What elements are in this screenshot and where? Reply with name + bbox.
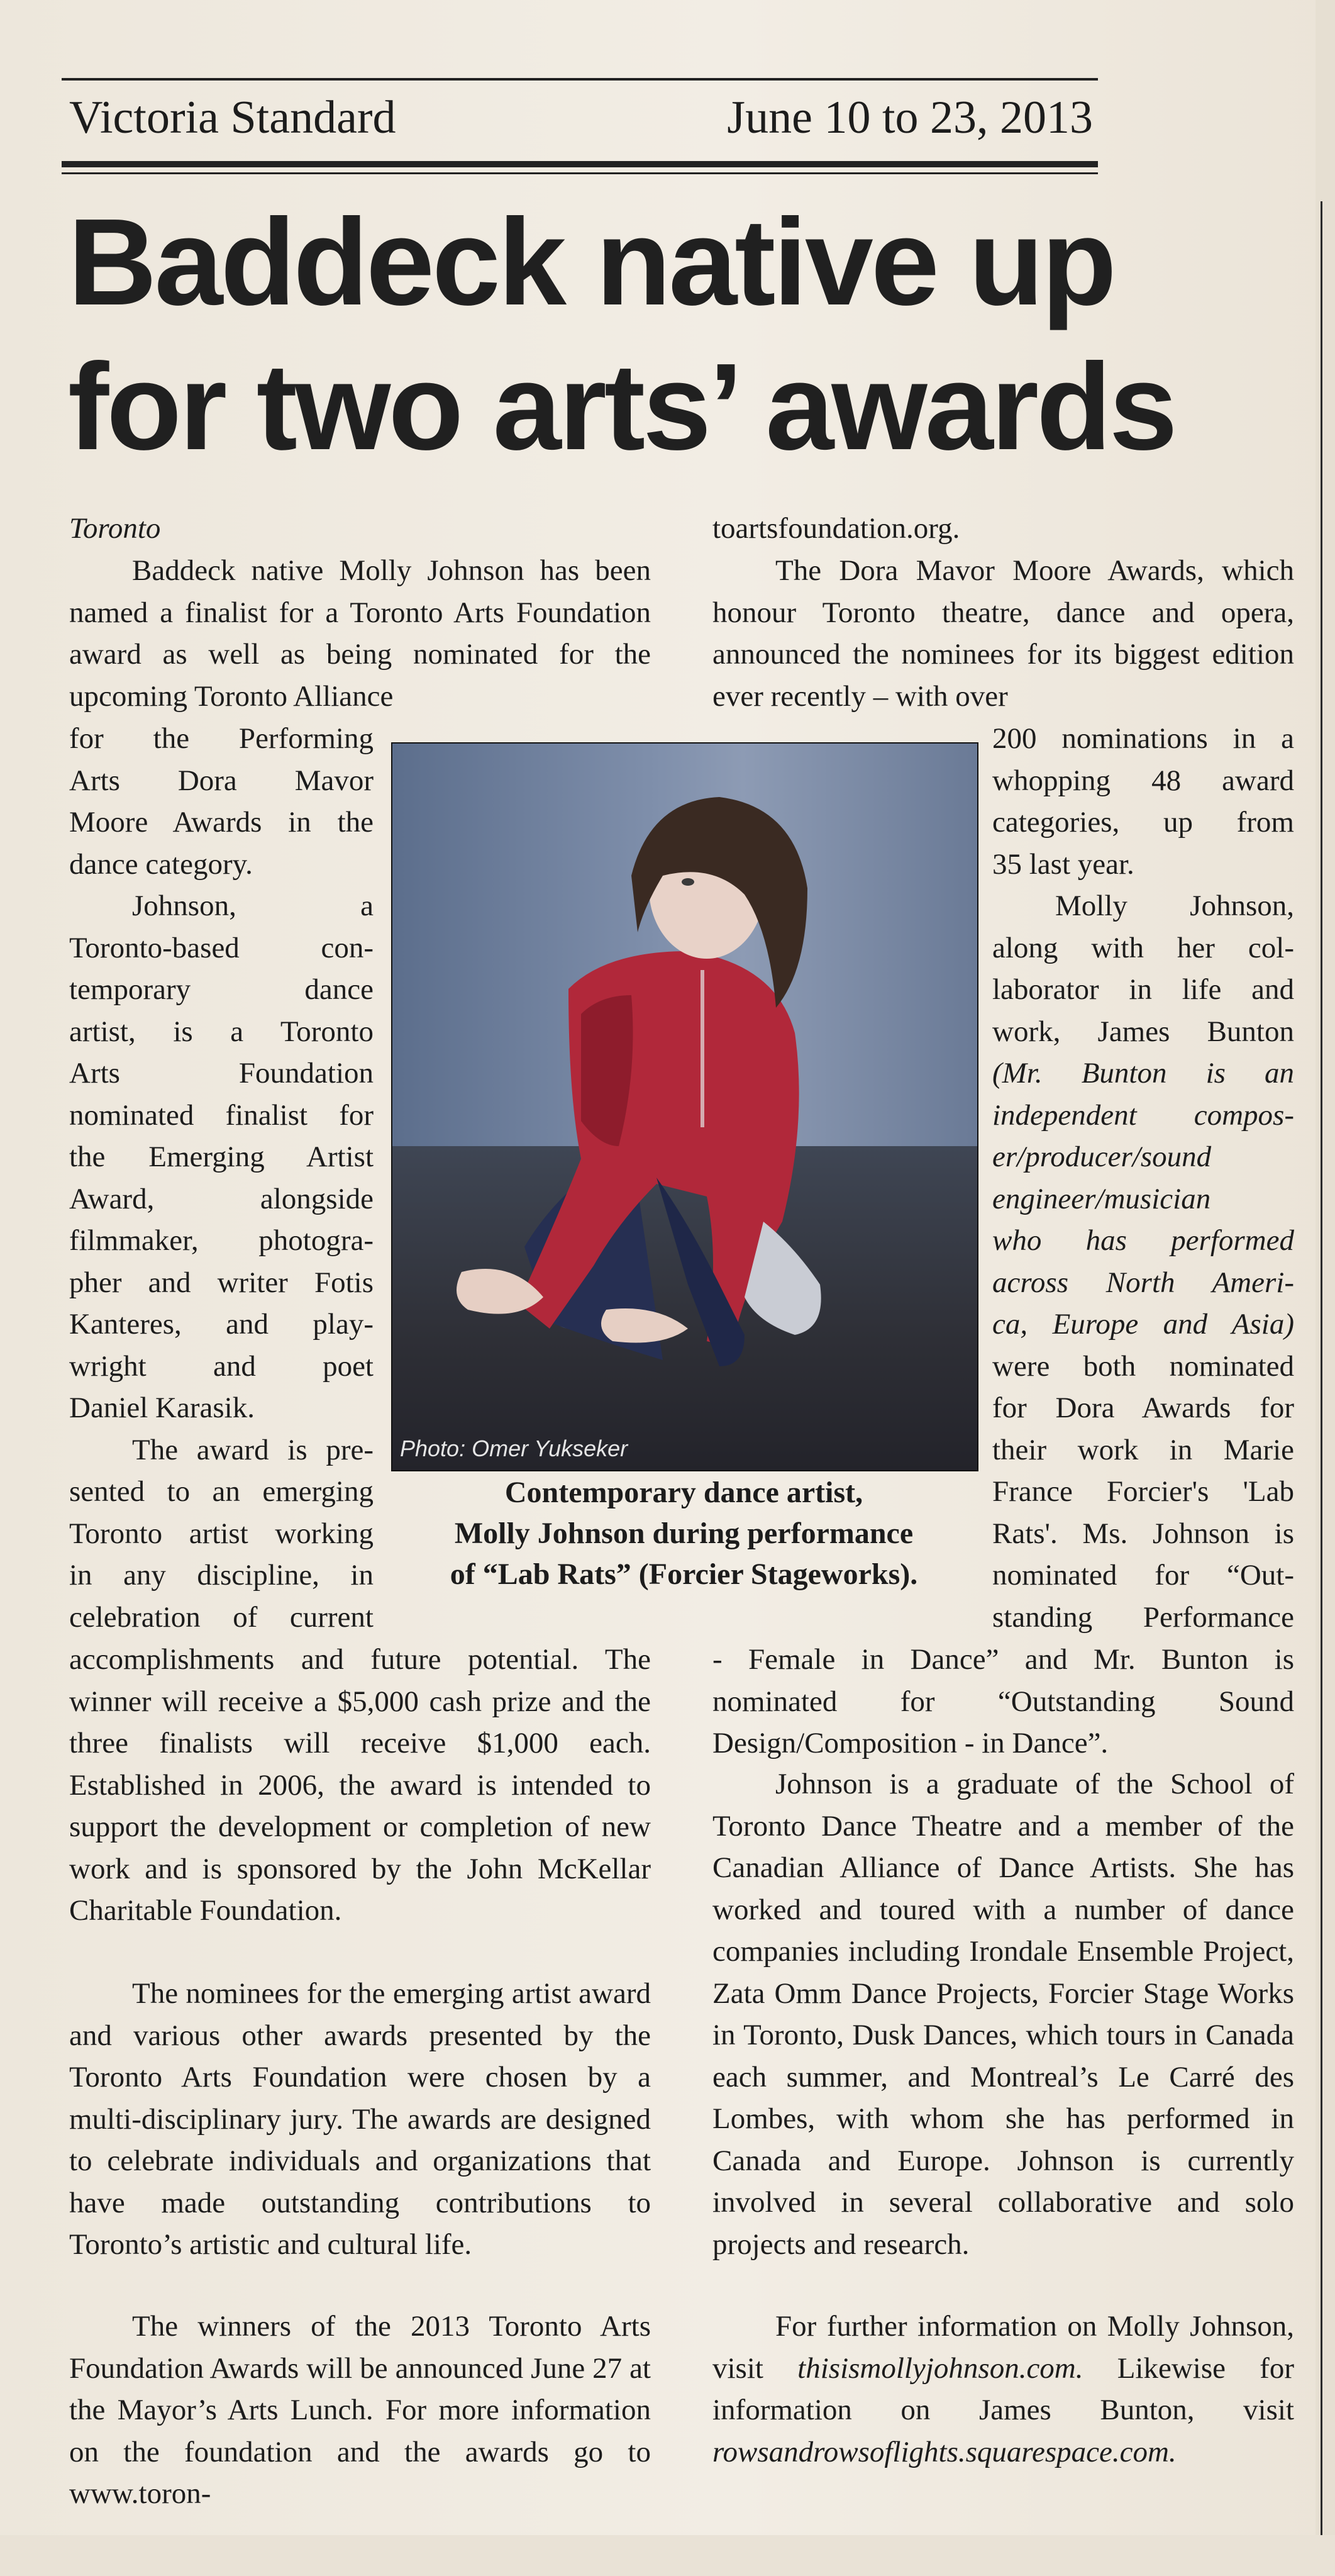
molly-website-link[interactable]: thisismollyjohnson.com.: [797, 2351, 1083, 2385]
col2-continuation: toartsfoundation.org.: [712, 512, 960, 545]
col1-narrow-line: Kanteres, and play-: [69, 1308, 374, 1341]
col2-narrow-line: Molly Johnson,: [1055, 889, 1294, 922]
col1-narrow-line: temporary dance: [69, 973, 374, 1006]
caption-line-3: of “Lab Rats” (Forcier Stageworks).: [450, 1558, 918, 1591]
col2-p4-a: For further information on Molly Johnson, visit: [712, 2310, 1294, 2385]
col1-paragraph-1: [69, 550, 651, 717]
dancer-figure: [392, 744, 977, 1470]
col2-paragraph-3: [712, 1763, 1294, 2265]
photo-credit: Photo: Omer Yukseker: [400, 1436, 628, 1461]
col2-narrow-line: laborator in life and: [992, 973, 1294, 1006]
col1-narrow-line: pher and writer Fotis: [69, 1266, 374, 1299]
col1-p1-text: Baddeck native Molly Johnson has been named a finalist for a Toronto Arts Foundation award as well as being nominated for the upcoming Toronto Alliance: [69, 554, 651, 713]
issue-date: June 10 to 23, 2013: [727, 92, 1093, 143]
col2-narrow-line: 35 last year.: [992, 847, 1134, 881]
col2-narrow-line: whopping 48 award: [992, 764, 1294, 797]
col1-p4-text: The nominees for the emerging artist award and various other awards presented by the Toronto Arts Foundation were chosen by a multi-disciplinary jury. The awards are designed to celebrate individuals and organizations that have made outstanding contributions to Toronto’s artistic and cultural life.: [69, 1977, 651, 2261]
col1-narrow-line: Daniel Karasik.: [69, 1391, 255, 1424]
col2-narrow-line: er/producer/sound: [992, 1140, 1212, 1173]
col1-narrow-line: The award is pre-: [132, 1433, 374, 1466]
col2-narrow-line: (Mr. Bunton is an: [992, 1057, 1294, 1090]
col2-narrow-line: 200 nominations in a: [992, 722, 1294, 755]
col1-narrow-line: sented to an emerging: [69, 1475, 374, 1508]
column-border-line: [1321, 201, 1322, 2554]
col1-narrow-line: Moore Awards in the: [69, 806, 374, 839]
headline-line-2: for two arts’ awards: [68, 338, 1175, 476]
col1-paragraph-5: [69, 2306, 651, 2515]
col1-narrow-line: filmmaker, photogra-: [69, 1224, 374, 1257]
col1-narrow-line: Arts Foundation: [69, 1057, 374, 1090]
col2-narrow-line: France Forcier's 'Lab: [992, 1475, 1294, 1508]
col2-narrow-line: along with her col-: [992, 931, 1294, 964]
caption-line-2: Molly Johnson during performance: [454, 1517, 914, 1550]
col2-p3-text: Johnson is a graduate of the School of Toronto Dance Theatre and a member of the Canadian Alliance of Dance Artists. She has worked and toured with a number of dance companies including Irondale Ensemble Project, Zata Omm Dance Projects, Forcier Stage Works in Toronto, Dusk Dances, which tours in Canada each summer, and Montreal’s Le Carré des Lombes, with whom she has performed in Canada and Europe. Johnson is currently involved in several collaborative and solo projects and research.: [712, 1768, 1294, 2261]
col1-narrow-line: for the Performing: [69, 722, 374, 755]
col2-p2-text: - Female in Dance” and Mr. Bunton is nominated for “Outstanding Sound Design/Composition - in Dance”.: [712, 1643, 1294, 1759]
col1-narrow-line: nominated finalist for: [69, 1098, 374, 1132]
performance-photo: [391, 742, 978, 1471]
col2-narrow-line: standing Performance: [992, 1600, 1294, 1634]
col2-p4-b: Likewise for information on James Bunton, visit: [712, 2351, 1294, 2426]
col2-paragraph-1: [712, 550, 1294, 717]
col1-narrow-line: Toronto artist working: [69, 1517, 374, 1550]
col1-narrow-line: artist, is a Toronto: [69, 1015, 374, 1048]
col2-narrow-line: their work in Marie: [992, 1433, 1294, 1466]
col1-narrow-line: dance category.: [69, 847, 253, 881]
masthead-bottom-rule-thin: [62, 172, 1098, 174]
col1-narrow-line: Award, alongside: [69, 1182, 374, 1215]
headline-line-1: Baddeck native up: [68, 193, 1114, 331]
col1-p5-text: The winners of the 2013 Toronto Arts Foundation Awards will be announced June 27 at the Mayor’s Arts Lunch. For more information on the foundation and the awards go to www.toron-: [69, 2310, 651, 2510]
col2-narrow-line: work, James Bunton: [992, 1015, 1294, 1048]
page-bottom-edge: [0, 2535, 1335, 2576]
photo-caption: [377, 1472, 990, 1595]
col2-narrow-line: were both nominated: [992, 1349, 1294, 1383]
col2-paragraph-2-rest: [712, 1639, 1294, 1765]
col1-paragraph-3-rest: [69, 1639, 651, 1932]
masthead-top-rule: [62, 78, 1098, 81]
col2-narrow-line: across North Ameri-: [992, 1266, 1294, 1299]
col1-narrow-line: in any discipline, in: [69, 1559, 374, 1592]
col1-narrow-line: celebration of current: [69, 1600, 374, 1634]
col2-p1-text: The Dora Mavor Moore Awards, which honour Toronto theatre, dance and opera, announced the nominees for its biggest edition ever recently – with over: [712, 554, 1294, 713]
col2-narrow-line: ca, Europe and Asia): [992, 1308, 1294, 1341]
col1-narrow-line: the Emerging Artist: [69, 1140, 374, 1173]
col2-narrow-line: for Dora Awards for: [992, 1391, 1294, 1424]
col2-narrow-line: who has performed: [992, 1224, 1294, 1257]
col1-narrow-line: Toronto-based con-: [69, 931, 374, 964]
caption-line-1: Contemporary dance artist,: [504, 1476, 863, 1509]
col2-narrow-line: independent compos-: [992, 1098, 1294, 1132]
publication-name: Victoria Standard: [69, 92, 396, 143]
col2-narrow-line: Rats'. Ms. Johnson is: [992, 1517, 1294, 1550]
col1-narrow-line: wright and poet: [69, 1349, 374, 1383]
col2-narrow-line: categories, up from: [992, 806, 1294, 839]
col2-narrow-line: engineer/musician: [992, 1182, 1211, 1215]
col2-paragraph-4: [712, 2306, 1294, 2473]
dateline: Toronto: [69, 512, 161, 545]
col1-narrow-line: Arts Dora Mavor: [69, 764, 374, 797]
bunton-website-link[interactable]: rowsandrowsoflights.squarespace.com.: [712, 2435, 1177, 2468]
col1-p3-text: accomplishments and future potential. The winner will receive a $5,000 cash prize and the three finalists will receive $1,000 each. Established in 2006, the award is intended to support the development or completion of new work and is sponsored by the John McKellar Charitable Foundation.: [69, 1643, 651, 1927]
adjacent-page-edge: [1316, 0, 1335, 2576]
masthead-bottom-rule: [62, 161, 1098, 167]
col1-paragraph-4: [69, 1973, 651, 2266]
headline: [68, 190, 1187, 479]
col2-narrow-line: nominated for “Out-: [992, 1559, 1294, 1592]
col1-narrow-line: Johnson, a: [132, 889, 374, 922]
